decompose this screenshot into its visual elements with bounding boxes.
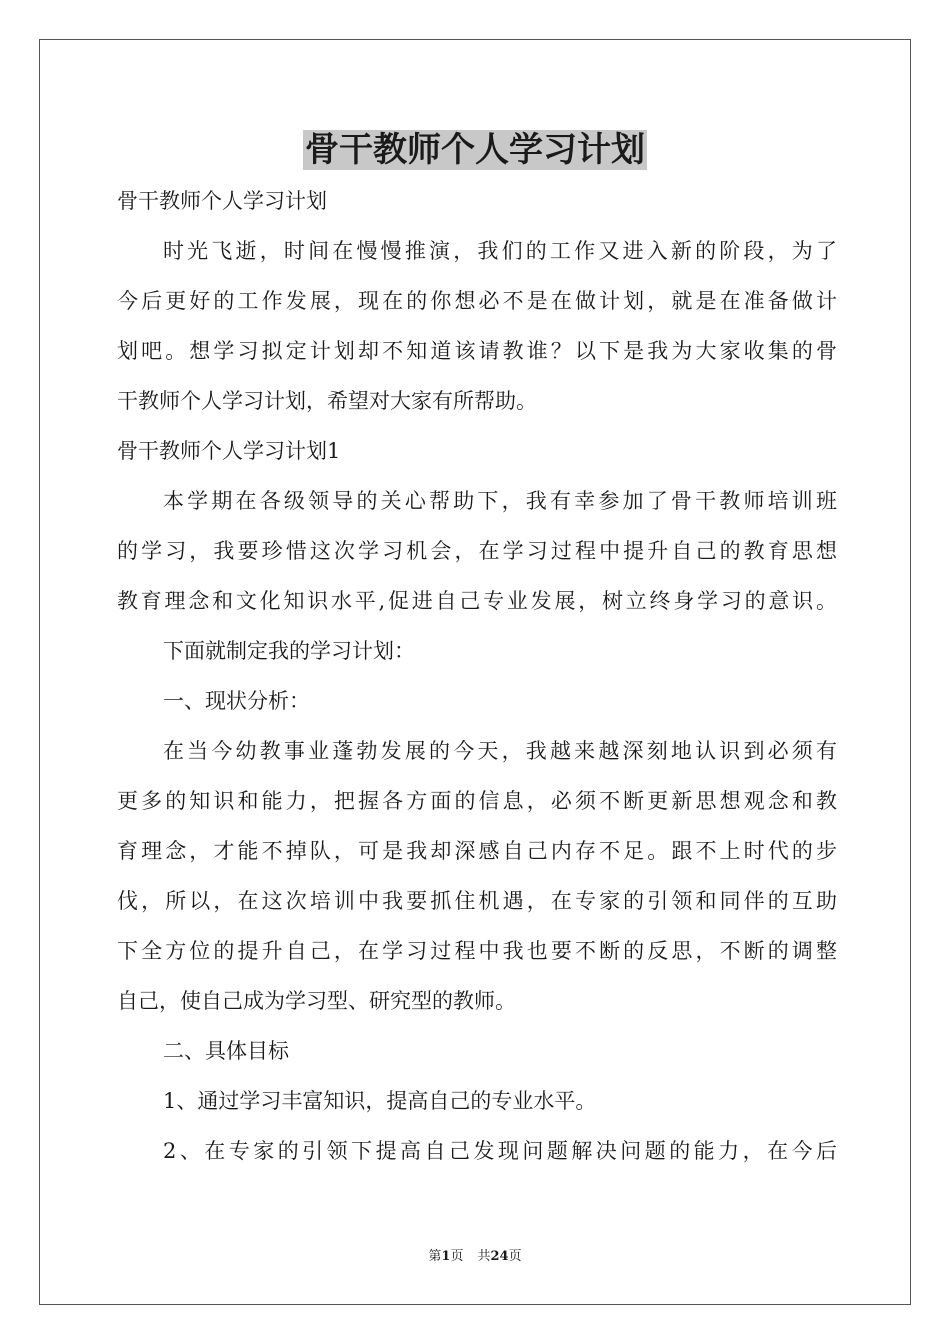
text-line: 2、在专家的引领下提高自己发现问题解决问题的能力，在今后 xyxy=(163,1139,837,1163)
text-line: 1、通过学习丰富知识，提高自己的专业水平。 xyxy=(163,1089,597,1113)
text-line: 本学期在各级领导的关心帮助下，我有幸参加了骨干教师培训班 xyxy=(163,489,837,513)
total-prefix: 共 xyxy=(477,1249,491,1264)
text-line: 一、现状分析： xyxy=(163,689,310,713)
text-line: 今后更好的工作发展，现在的你想必不是在做计划，就是在准备做计 xyxy=(117,289,837,313)
text-line: 骨干教师个人学习计划1 xyxy=(117,439,341,463)
text-line: 下面就制定我的学习计划： xyxy=(163,639,415,663)
text-line: 干教师个人学习计划，希望对大家有所帮助。 xyxy=(117,389,537,413)
text-line: 育理念，才能不掉队，可是我却深感自己内存不足。跟不上时代的步 xyxy=(117,839,837,863)
document-body xyxy=(117,176,837,1176)
page-footer xyxy=(0,1248,950,1266)
text-line: 教育理念和文化知识水平,促进自己专业发展，树立终身学习的意识。 xyxy=(117,589,837,613)
current-page-number: 1 xyxy=(441,1249,451,1264)
text-line: 时光飞逝，时间在慢慢推演，我们的工作又进入新的阶段，为了 xyxy=(163,239,837,263)
document-title xyxy=(0,127,950,173)
text-line: 二、具体目标 xyxy=(163,1039,289,1063)
text-line: 骨干教师个人学习计划 xyxy=(117,189,327,213)
text-line: 下全方位的提升自己，在学习过程中我也要不断的反思，不断的调整 xyxy=(117,939,837,963)
total-suffix: 页 xyxy=(508,1249,522,1264)
document-title-text: 骨干教师个人学习计划 xyxy=(305,130,645,170)
text-line: 划吧。想学习拟定计划却不知道该请教谁？以下是我为大家收集的骨 xyxy=(117,339,837,363)
text-line: 的学习，我要珍惜这次学习机会，在学习过程中提升自己的教育思想 xyxy=(117,539,837,563)
text-line: 在当今幼教事业蓬勃发展的今天，我越来越深刻地认识到必须有 xyxy=(163,739,837,763)
total-page-count: 24 xyxy=(490,1249,509,1264)
text-line: 自己，使自己成为学习型、研究型的教师。 xyxy=(117,989,516,1013)
text-line: 更多的知识和能力，把握各方面的信息，必须不断更新思想观念和教 xyxy=(117,789,837,813)
page-prefix: 第 xyxy=(428,1249,442,1264)
page-suffix: 页 xyxy=(450,1249,464,1264)
text-line: 伐，所以，在这次培训中我要抓住机遇，在专家的引领和同伴的互助 xyxy=(117,889,837,913)
